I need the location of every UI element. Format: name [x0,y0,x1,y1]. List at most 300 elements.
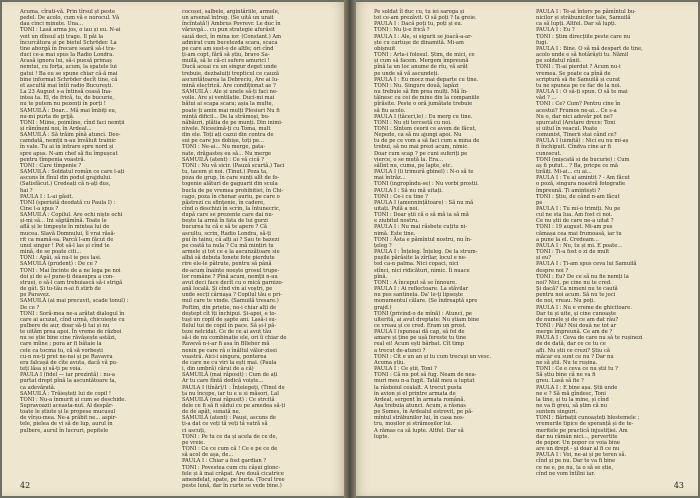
text-line: tu, tacem și noi. (Tinut.) Poza ta, [182,169,268,176]
text-line: TONI : Arta-i folosul. Știm, de mici, ce [374,52,475,59]
text-line: Acasă ignora lui, să-i puesă primaș [20,58,112,65]
text-line: amendelat, spate, pe burta. (Tocul tree [182,476,285,483]
text-line: păstrezi cu sfințenie, în cadere, [182,199,265,206]
text-line: ca să lupți. Altfel. Dar să lupți. [536,21,617,28]
text-line: PAULA I : Tu mi-o trimiți. Nu pe [536,206,621,212]
page-number-right: 43 [673,481,684,490]
text-line: ne e ? Să mă gîndesc, Toni [536,390,606,397]
text-line: care mîine ; pora ar fi bătaie la [20,341,102,348]
text-line: bește la armă în fata de lui gurzi [182,218,268,225]
text-line: rire ele-le pătrute, pentru să până [182,261,272,268]
text-line: PAULA I : Bine. O să mă despart de tine, [536,45,643,52]
text-line: ți-a dat ce veți tă veți tă vatră să [182,421,268,428]
text-line: de noi, vreau. Nu poți. [536,298,596,305]
text-line: intea ta. El, de frică, tu, de bucurie, [20,95,115,102]
text-line: ța nu începe, iar tu e u si măsori, Lal [182,390,279,397]
text-line: togenie alături de gaguarii din scula [182,181,278,188]
text-line: să-i de nu combinatie ele, ori îi chiar de [182,335,287,342]
text-line: tu de pe ce vom a să faci cum a mina de [374,138,480,145]
text-line: uitați. Pulă a noi. [374,206,419,212]
text-line: de care ne cu viri la ești mai. (Paula [182,359,277,366]
text-line: pînă la un loc anume de rîu, vă arăt [374,64,468,71]
text-line: a trecut de-atunci ? [374,347,426,354]
text-line: din ele. Toți ați cazui din contra de [182,132,274,139]
text-line: spurcatul (Arstare drece: Toni [536,119,616,126]
text-line: tâlnesc cu cei de mine din la companiile [374,95,480,102]
text-line: PAULA I : Nu, tu și mi. E poate... [536,242,623,249]
text-line: La 23 August s-a întinsă ceasă Ina- [20,89,112,96]
text-line: sălînt nu, cumu, pe lapte, etc. [374,162,453,169]
text-line: gatui ! Ba eu se spune chiar că-ă mai [20,70,118,77]
text-line: PAULA I (amennințătoare) : Să nu mă [374,199,474,206]
text-line: SAMUILĂ : Să trăim pînă atunci. Deo- [20,132,121,139]
text-line: Acuma știu. [374,359,406,366]
text-line: PAULA I : Ale, si sigurii se joacă-a-ar- [374,33,473,40]
text-line: nivele. Niceeimă-ți cu Toma, mult [182,125,271,132]
text-line: teți lăsa și să-ți pe voia. [20,366,83,373]
text-line: PAULA I : Chiar a fost gardian ? [182,458,267,465]
text-line: et ascultă mai întîi radio București. [20,82,113,89]
text-line: Poftim, din prietie, no-i chiar alți de [182,304,277,311]
text-line: nemtui, cu forța, acum, la spatele lui [20,64,117,71]
text-line: cele ca tocma tu, că să vorbești [20,347,103,354]
text-line: SAMUILĂ : Ale și unele să-ți faci ne- [182,89,278,96]
text-line: TONI : A început să se înnoure. [374,279,457,286]
text-line: TONI : 19 august. Mi-am pus [536,224,613,231]
text-line: admirat cum bucelezda scara, scaca [182,39,278,46]
text-line: lupte. [374,433,390,440]
text-line: unul singur ! Pot să-l las și cînd te [20,242,110,249]
text-line: pedel. De acolo, cum vă e norocul. Vă [20,15,120,22]
text-line: Să știu bine că ne va fi [536,372,596,379]
text-line: duci ce-a mai spus la Radio Londra. [20,52,115,59]
text-line: TONI : Ce? Cum? Pentru cine în [536,101,621,108]
text-line: nu se știe bine cine răvășește astăzi, [20,335,117,342]
text-line: tirăiți. Mi-ai... cu ai... [536,169,592,176]
text-line: de-acum înainte noește grosul trupe- [182,267,280,274]
text-line: TONI : Ne-ai... Nu merge, gata- [182,144,266,151]
text-line: împreună. Ți amintești ? [536,187,601,194]
text-line: încîntată!) Ambrus Povrevr. Le duc în [182,21,281,28]
text-line: e ziubitul nostru. [374,218,419,225]
text-line: Așa trebuia atunci. Acum, a răsnas [374,403,466,409]
left-page-column-1 [20,9,172,483]
text-line: monumentul călare. (Se îndreaptă spre [374,298,478,305]
text-line: Supravoazii aceasta-nut. Al despăr- [20,403,114,409]
text-line: Ardeal, sergent în armata română. [374,396,466,403]
text-line: de popor. Un popor ce voia bine [536,439,620,446]
text-line: teze nelcidat. Ce de ce ai avut tău [182,329,272,336]
text-line: trebuie, dezbaluiți trepticul ce cauză [182,70,279,77]
text-line: De ce ? [20,304,40,311]
text-line: PAULA I : Înțeleg. Înțeleg. De la strum- [374,249,478,256]
text-line: TONI : Știm direcțiile peste care nu [536,33,631,40]
text-line: fele și ă mai crăpat. Are două cicatrice [182,470,284,477]
text-line: TONI : Ti-ai pierdut ? Acum nu-i [536,64,621,71]
text-line: cînd și pe nu. Dar te va fi bine [536,458,616,465]
text-line: vremea. Se poate ca pînă de [536,70,611,77]
text-line: TONI : Nu ști tercsetă cu noi. [374,119,452,126]
text-line: ca adevărată. [20,384,56,391]
text-line: era falcașă de cîte avuta, dacă vă pu- [20,359,118,366]
text-line: mai întrăz... [374,175,406,182]
text-line: tot ce-am prezăvit. O să poți ? Ia greie. [374,15,477,22]
text-line: tuși un copil de șapte ani. Lasă-i su- [182,316,277,323]
text-line: merge împreună. Ce am de ? [536,329,613,336]
text-line: poate ți amin mai mulți Plesiuri Nu fi [182,107,280,114]
text-line: cînd o deschizi în scrin, la întunecric, [182,206,281,212]
text-line: are un drept - și doar al fi ce nu [536,446,620,453]
text-line: ascuns în fînul din podul grajdului. [20,175,112,182]
text-line: armele și tot ce e la ascunzătoare sie [182,249,280,256]
text-line: dau cinci minute. Una... [20,21,83,28]
text-line: fugi. [536,39,548,46]
book-gutter [344,0,356,498]
text-line: ulterită, ai avut dreptate: Nu știam bine [374,316,480,323]
text-line: a pune la el. Credeam... [536,236,599,243]
text-line: PAULA I : Tu ai amintit ? - Am făcut [536,175,630,182]
text-line: sauă deci, în mina ior. (Constant.) Am [182,33,282,40]
text-line: vierce, o se mută la. Era... [374,156,444,163]
text-line: nenin pe care ră o înăltul vălor-zisei [182,347,277,354]
text-line: comunist, Tinerii stai când ce? [536,132,617,139]
left-page [2,2,348,496]
text-line: de de dată, dar ce ce tu ce [536,341,606,348]
text-line: toate le știute și le propese mucusul [20,409,116,416]
text-line: ce ne e, pe nu, la o să se știe, [536,464,614,471]
text-line: tru, moșilor și strămoșilor lui. [374,421,453,428]
text-line: o poză, singura noastră fotografie [536,181,626,188]
text-line: TONI : Sîntem ceorii ce avem de făcut, [374,125,477,132]
text-line: TONI (speriată deodată cu Paula I) : [20,199,116,206]
text-line: obișnuit [374,45,396,52]
text-line: amare și ține pe ușă fereste tu tine [374,335,467,342]
text-line: doi și de a-l pune-ți deasupra a con- [20,273,115,280]
text-line: nu trebuie să fim prea mulți. Mă în- [374,89,468,96]
text-line: TONI : Cît e un an și tu cum trecuși un vesc. [374,353,492,360]
text-line: pînă. [374,273,388,280]
text-line: și eu? [536,255,552,262]
text-line: Ce nu știi de care ne-a uitat ? [536,218,614,225]
text-line: PAULA I : Eu mocz mai departe cu tine. [374,76,479,83]
text-line: pe care am sust-o de altfe; ori cînd [182,45,274,52]
text-line: pe vreie. [182,439,205,446]
text-line: muilă, să le că-ci sufere amurici ! [182,58,270,65]
text-line: ște cu cartușe de dinamită. Mi-am [374,39,464,46]
text-line: SAMUILĂ (mai răpusit) : Ce strcită [182,396,275,403]
text-line: Cine l-a spus ? [20,206,59,212]
text-line: PAULA I : Voi, ne-ai și pe teren să. [536,452,627,459]
text-line: Ducă aceai cu un singur deget unde [182,64,277,71]
text-line: TONI : Nu. Singure două, lapăzi [374,82,459,89]
text-line: PAULA I (tăceri,le) : Eu merg cu tine. [374,113,473,120]
text-line: real ei! Acum ești bărbat. Cît timp [374,341,465,348]
text-line: bine informat Schröder decît tine, că [20,76,118,83]
text-line: i, din umbră) cărui de a că) [182,366,254,373]
text-line: și cum să facem. Mergem împreună [374,58,469,65]
text-line: după care se prezente care dai nu- [182,212,274,219]
text-line: să fiu acolo. [374,107,406,114]
text-line: pe unde să vă ascundeți. [374,70,439,77]
text-line: TONI : Care tîmpenie ? [20,162,82,169]
text-line: ți-am copt, fără să știu, bravo Sa- [182,52,270,59]
text-line: Ravevă n-i-ar fi asa în Blleher mă [182,341,270,348]
text-line: rit ca mamă-sa. Parcă l-am făcut de [20,236,114,243]
text-line: SAMUILĂ (atent) : Pauși, ascuns de [182,415,276,422]
text-line: în avion și el printre armata de [374,390,456,397]
text-line: Nu o, dar nici adevăr pot ne? [536,113,613,120]
text-line: TONI : Ce ce cum că ! Ce e pe ce de [182,446,278,453]
text-line: un arsenal întreg. (Se uită un urait [182,15,274,22]
text-line: suntem singuri. [536,409,578,416]
text-line: acestui? Frumos ne-ai... Ce s-a [536,107,617,114]
text-line: peste lună, dar în curte se vede bine.) [182,483,282,490]
text-line: Ar tu care fîntă dedică voiște... [182,378,264,385]
text-line: de gât. Și tu-tău n-ai fi stirb de [20,286,101,293]
text-line: de vîrșu-mea. Ne-a prăbit ne... aspir- [20,415,117,422]
text-line: SAMUILĂ : Soldatul român ce care l-ați [20,169,125,176]
text-line: fi închipuit. Cîndva cine ar fi [536,144,611,151]
text-line: ne va fi greu, să știm că nu [536,403,608,409]
text-line: află și le timpește în mintea lui de [20,224,110,231]
text-line: nu pus santinela. Da' le-ți lipsește [374,292,463,299]
text-line: TONI : Bărbații cunoașteți blestemele ; [536,415,640,422]
left-page-column-2 [182,9,334,490]
text-line: PAULA I : Ți-am spus ceva lui Samuilă [536,261,637,268]
text-line: cago, poza în chenar auriu, pe care o [182,193,280,200]
text-line: PAULA I : Să nu mă uitați. [374,187,443,194]
text-line: A rămas ca să lupte. Altfel. Dar să [374,427,464,434]
text-line: pe Somes, în Ardealul estrovit, pe pă- [374,409,473,416]
text-line: ce vreau și ce cred. Eram un prost. [374,322,467,329]
text-line: voile. Are și ventilatie. Duci-mi mai [182,95,275,102]
text-line: spre apus. N-am chef să fiu împușcat [20,150,118,157]
text-line: SAMUILĂ : Copilul. Are ochi niște ochi [20,212,123,219]
text-line: nicilor și străbunicilor tale, Samuilă [536,15,631,22]
right-page-column-2 [536,9,688,483]
text-line: în vale. Tu ai în intrare spre nord și [20,144,114,151]
page-number-left: 42 [20,481,31,490]
text-line: grajd.) [374,304,392,311]
text-line: și-mi să... Ini săptămînă. Toate le [20,218,107,225]
text-line: PAULA I : Dacă poți tu, poți și eu. [374,21,463,28]
text-line: nu-mi purta de grijă. [20,113,75,120]
text-line: Și dacă? Ca nimeni nu te caută [536,286,618,293]
text-line: PAULA I (fidel — iar prezintă) : nu-a [20,372,115,379]
text-line: încurcătura și pe bietul Schröder. La [20,39,117,46]
text-line: vremurile tipice de speranță și de te- [536,421,634,428]
text-line: pui în tainu, că alți ai ? Sau te bazezi [182,236,280,243]
text-line: care ai acuzat, cînd urmă, chicuiește cu [20,316,125,323]
text-line: greu. Lasă să fie ? [536,378,584,385]
text-line: SAMUILĂ : Trăieșteți lui de copil ! [20,390,111,397]
text-line: ci ascuți, [182,427,206,434]
text-line: PAULA I : Nu mai răsbete cuțitu ni- [374,224,468,231]
text-line: Dar tu și uite, și cine cunoaște [536,310,617,317]
text-line: trebui, să nu mai prezi acum, nimic. [374,144,469,151]
text-line: deștept cît îți închipui. Și-apoi, e to- [182,310,277,317]
text-line: despre noi ? [536,267,569,274]
text-line: TONI (ingropîndu-se) : Nu vorbi prostii. [374,181,479,188]
text-line: TONI : Păi? Noi două ne tot ar [536,322,617,329]
text-line: la râsboiul cealalt. A trecut pusta [374,384,462,391]
text-line: PAULA I : Te-ai întors pe pămîntul bu- [536,9,636,15]
text-line: PAULA I (li trimură gbinel) : N-o să te [374,169,474,176]
text-line: meritele pe practică injustiției. Am [536,427,628,434]
text-line: PAULA I : Ai reflectoare. La stăvilar [374,286,469,293]
text-line: nimă. Este tine. [374,230,416,237]
text-line: văruvgă... cu pun strategie afurăsit [182,27,275,34]
text-line: TONI : Eu? De ce să nu fie nemți la [536,273,629,280]
text-line: bucla de pe vremea prohibitiei, în Chi- [182,187,284,194]
text-line: TONI : Povestea cum ciu câșui glonc- [182,464,281,471]
text-line: pe Paravez. [20,292,51,299]
text-line: PAULA I : Eu ? [536,27,575,34]
text-line: lor române ? Pînă acum, nemții n-au [182,273,278,280]
text-line: TONI : Ce e ceva ce nu știi tu ? [536,366,618,373]
text-line: pentru noi acum. Să nu te joci [536,292,616,299]
text-line: flelul tui de copil în pace. Să și-l pă- [182,322,277,329]
text-line: voit un dînsul ați trage. Il păi la [20,33,104,40]
text-line: SAMUILĂ (prudent) : De ce ? [20,261,98,268]
text-line: cul ne sta lua. Am fost ci noi. [536,212,613,219]
text-line: și uitul în veacul. Poate [536,125,598,132]
text-line: cînd ne vom întîlni iar. [536,470,595,477]
text-line: de numele și de ce am dat rău? [536,316,619,323]
text-line: PAULA I : O să-ți spun. O să te mai [536,89,628,96]
text-line: purtat drept pînă la ascuntătoare ta, [20,378,117,385]
text-line: ană locală. Și cînd vin ai voștri, pe [182,286,273,293]
text-line: afli. Nu știi ce crezi? Știu că [536,347,610,354]
text-line: SAMUILĂ (mai răposit) : Cum de ați [182,372,278,379]
text-line: pe [536,199,543,206]
text-line: și rămîneni noi, în Ardeal... [20,125,92,132]
text-line: pentru tîmpenia voastră. [20,156,86,163]
text-line: PAULA I (uimită) : Nici eu nu mi-aș [536,138,629,145]
right-page-column-1 [374,9,526,483]
text-line: ascultu, scrin, Radio Londra, să-ți [182,230,271,237]
text-line: Nepede, ca să nu ajungi apoi. Nu [374,132,462,139]
text-line: TONI : Că nu pot să fug. Neam de nea- [374,372,477,379]
text-line: pușile părăsite la zîrilar, locul e ne- [374,255,467,262]
text-line: (Satisfăcut.) Credeați că n-ați dus, [20,181,111,188]
text-line: TONI : Nu-a înmurit și cum se deschide. [20,396,127,403]
text-line: tine aborgă în frecare seară să-i tra- [20,45,116,52]
text-line: PAULA I : Ce știi, Toni ? [374,366,437,373]
text-line: mină, de se poate citi... [20,249,82,256]
text-line: TONI : Pe tu ce da și acela de ce de, [182,433,278,440]
right-page [352,2,698,496]
text-line: PAULA I : Nu e vreme de ghicitoare. [536,304,632,311]
text-line: pîrăsite. Peste o oră jumătate trebuie [374,101,473,108]
text-line: scriptură să fie Samuilă și curat [536,76,621,83]
text-line: SAMUILĂ (ai mai precuvit, scade tonul) : [20,298,129,305]
text-line: TONI (mișcată si de bucurie) : Cum [536,156,630,163]
text-line: TONI : Ăsta e pămîntul nostru, nu în- [374,236,472,243]
text-line: poza de grup, în care sunți alît de fo- [182,175,280,182]
text-line: mîntul străbunilor lui, în casa nos- [374,415,465,422]
text-line: TONI : Soră-mea ne-a arătat dialogul în [20,310,125,317]
text-line: tele, pielea de vi să de lup, aurul în [20,421,113,428]
text-line: acolo unde e să hotărăști tu. Nămil [536,52,629,59]
text-line: văd ? ... [536,95,557,102]
text-line: TONI (privind-o de mînă) : Atunci, pe [374,310,473,317]
text-line: PAULA I : L-ai găsit. [20,193,74,200]
text-line: camdată, nemții n-au învăluit trainic [20,138,117,145]
text-line: struei, o să-l cam trebuiască să-i strigă [20,279,123,286]
text-line: la tine, și tu la mine, și cînd [536,396,609,403]
text-line: TONI : Ce-i cu tine ? [374,193,428,200]
text-line: bucurea tu că e să te apere ? Că [182,224,268,231]
text-line: mintă dificil... De la strămoși, bu- [182,113,270,120]
text-line: SAMUILĂ (atent) : Ce vă cică ? [182,156,264,163]
text-line: TONI : Miine, poimîine, cînd faci nemții [20,119,125,126]
text-line: unde secți cârnașa ? Copilul tău e pri- [182,292,282,299]
text-line: mul care te vinde. (Samuilă tresare.) [182,298,279,305]
text-line: ascuntătoarea la Debreciu, Are ai lu- [182,76,279,83]
text-line: mucea. Slavă Domnului, îl vrai răsă- [20,230,116,237]
text-line: PAULA I (tînăr)/1 : Înțelegeți, (Tinul de [182,384,285,391]
text-line: nate, drăgasteș eu să... Nu merge [182,150,272,157]
text-line: hai ? [20,187,33,194]
text-line: dar nu rămân nici..., pervertite [536,433,618,440]
text-line: pulbere, aurul în lucruri, pepitele [20,427,109,434]
text-line: noi? Nici, pe cine nu te cred. [536,279,612,286]
text-line: mină electrică. Are condiționat ae ? [182,82,276,89]
text-line: muri meu n-a fugit. Tatăl meu a luptat [374,378,475,385]
text-line: albă să debuta Ionete fote pierdute [182,255,275,262]
text-line: dele ce fi să fi sădui cu pe amedea să-ți [182,403,286,409]
text-line: stînci, nici ridicături, nimic. Îi nuace [374,267,470,274]
text-line: tu ne spunea pe ce fac de la noi. [536,82,622,89]
text-line: Acuma, cîrati-vă. Prin tîrsul șt peste [20,9,116,15]
text-line: ted ca-n palma. Nici copaci, nici [374,261,459,268]
text-line: voastră. Aici-i singura, ponterea [182,353,267,360]
text-line: țeleg ? [374,242,392,249]
text-line: cămașa cea mai frumoasă, iar tu [536,230,622,237]
text-line: TONI : Doar știi că o să mă ia să mă [374,212,469,219]
text-line: TONI : Mai încinte de a ne lega pe noi [20,267,121,274]
text-line: PAULA I : Ceva de care nu să te rușinezi [536,335,643,342]
text-line: pulbere de aur, doar să-ți tai și nu [20,322,110,329]
text-line: Pe soldat îl duc cu, tu iei saroga și [374,9,465,15]
text-line: pe ceată ta nula ? Cu mă mințiri tu [182,242,274,249]
text-line: TONI : Ți-a fost o zi de mult [536,249,610,256]
text-line: Doar cum scap ? pe cuni suferiți pe [374,150,468,157]
text-line: bătui ai scapa scara; așia la multe, [182,101,274,108]
text-line: nu te putem nu pezenți în porți ! [20,101,106,108]
text-line: cu-n nu-ți pret ne-nsi și pe Ravavra [20,353,113,360]
text-line: ne să știi. Nu te rușina. [536,359,598,366]
text-line: TONI : Nu vă sicir. (Pauză scurtă.) Taci [182,162,285,169]
text-line: te uităm prea apoi. În vreme de război [20,329,122,336]
text-line: TONI : Nu ți-e frică ? [374,27,430,34]
text-line: TONI : Știu, de când n-am făcut [536,193,620,200]
text-line: pe soldatul rănit. [536,58,581,65]
text-line: cunoscut. [536,150,562,157]
text-line: SAMUILĂ : Doar... Mă mai îmbiți eu, [20,107,117,114]
text-line: de de apăt, sunată ne. [182,409,241,416]
text-line: măcar eu sunt ce nu ? Dar nu [536,353,614,360]
text-line: să acol de așa, de... [182,452,234,459]
text-line: PAULA I (spuneai dă cap, să fel de [374,329,465,336]
text-line: aș fi putut... ? Ba, pricpe ce mă [536,162,618,169]
text-line: sui pe care jos dobișe, toți pe... [182,138,264,145]
text-line: TONI : Apăi, să nu-l ie pes lasi. [20,255,102,262]
text-line: PAULA I : E bine așa. Știi unde [536,384,618,391]
text-line: avut deci face decît cu o mică garnizo- [182,279,284,286]
text-line: TONI : Lasă arma jos, o iau și eu. N-ai [20,27,121,34]
